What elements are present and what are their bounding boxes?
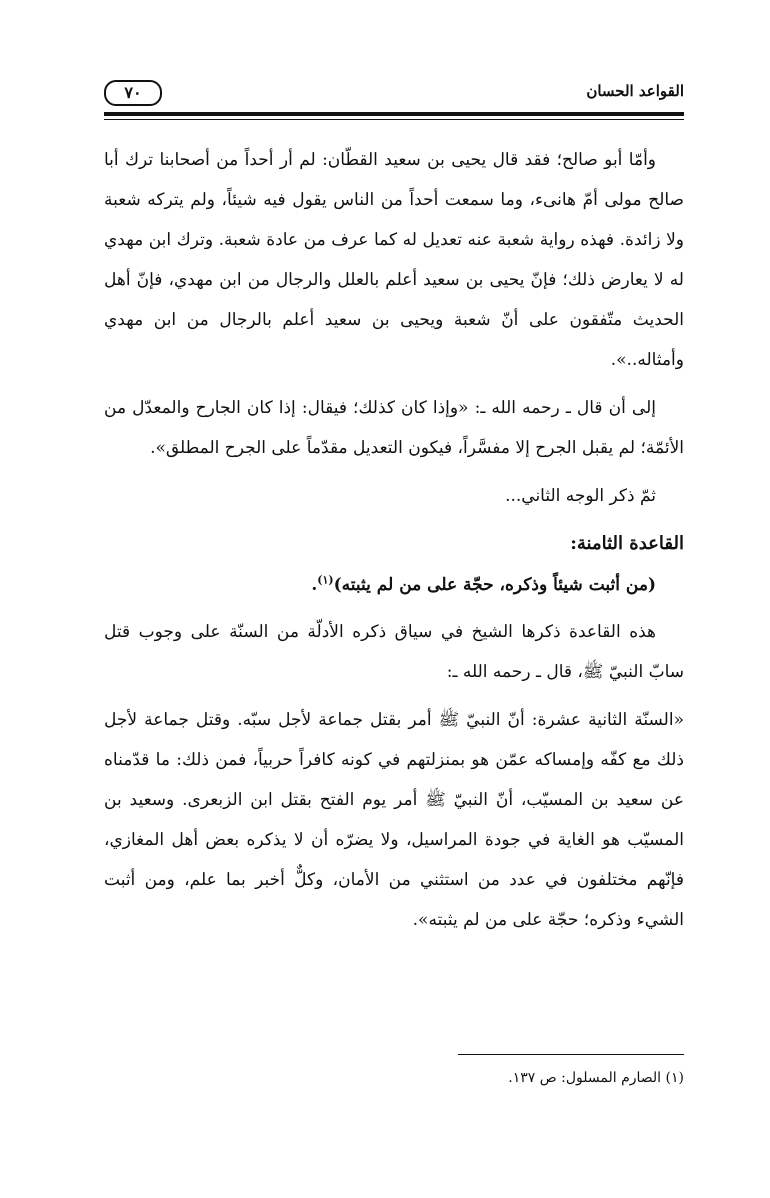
section-title: القاعدة الثامنة: xyxy=(570,533,684,554)
running-title: القواعد الحسان xyxy=(586,82,684,100)
footnote-separator xyxy=(458,1054,684,1055)
paragraph-quote-sunnah: «السنّة الثانية عشرة: أنّ النبيّ ﷺ أمر بقتل جماعة لأجل سبّه. وقتل جماعة لأجل ذلك مع كفّه وإمساكه عمّن هو بمنزلتهم في كونه كافراً حربياً، فمن ذلك: ما قدّمناه عن سعيد بن المسيّب، أنّ النبيّ ﷺ أمر يوم الفتح بقتل ابن الزبعرى. وسعيد بن المسيّب هو الغاية في جودة المراسيل، ولا يضرّه أن لا يذكره بعض أهل المغازي، فإنّهم مختلفون في عدد من استثني من الأمان، وكلٌّ أخبر بما علم، ومن أثبت الشيء وذكره؛ حجّة على من لم يثبته». xyxy=(104,710,684,930)
header-rule-thin xyxy=(104,119,684,120)
page-header xyxy=(104,68,684,108)
rule-statement-line xyxy=(104,566,684,604)
page-number: ٧٠ xyxy=(104,80,162,106)
page-body xyxy=(104,140,684,948)
footnote: (١) الصارم المسلول: ص ١٣٧. xyxy=(508,1070,684,1086)
paragraph-abu-salih: وأمّا أبو صالح؛ فقد قال يحيى بن سعيد القطّان: لم أر أحداً من أصحابنا ترك أبا صالح مولى أمّ هانىء، وما سمعت أحداً من الناس يقول فيه شيئاً، ولم يتركه شعبة ولا زائدة. فهذه رواية شعبة عنه تعديل له كما عرف من عادة شعبة. وترك ابن مهدي له لا يعارض ذلك؛ فإنّ يحيى بن سعيد أعلم بالعلل والرجال من ابن مهدي، فإنّ أهل الحديث متّفقون على أنّ شعبة ويحيى بن سعيد أعلم بالرجال من ابن مهدي وأمثاله..». xyxy=(104,150,684,370)
rule-statement: (من أثبت شيئاً وذكره، حجّة على من لم يثبته) xyxy=(333,575,656,595)
paragraph-jarh-tadil: إلى أن قال ـ رحمه الله ـ: «وإذا كان كذلك؛ فيقال: إذا كان الجارح والمعدّل من الأئمّة؛ لم يقبل الجرح إلا مفسَّراً، فيكون التعديل مقدّماً على الجرح المطلق». xyxy=(104,398,684,458)
paragraph-rule-context: هذه القاعدة ذكرها الشيخ في سياق ذكره الأدلّة من السنّة على وجوب قتل سابّ النبيّ ﷺ، قال ـ رحمه الله ـ: xyxy=(104,622,684,682)
header-rule-thick xyxy=(104,112,684,116)
footnote-marker: (١) xyxy=(317,573,334,587)
rule-statement-end: . xyxy=(311,575,318,595)
paragraph-second-aspect: ثمّ ذكر الوجه الثاني... xyxy=(505,486,656,506)
